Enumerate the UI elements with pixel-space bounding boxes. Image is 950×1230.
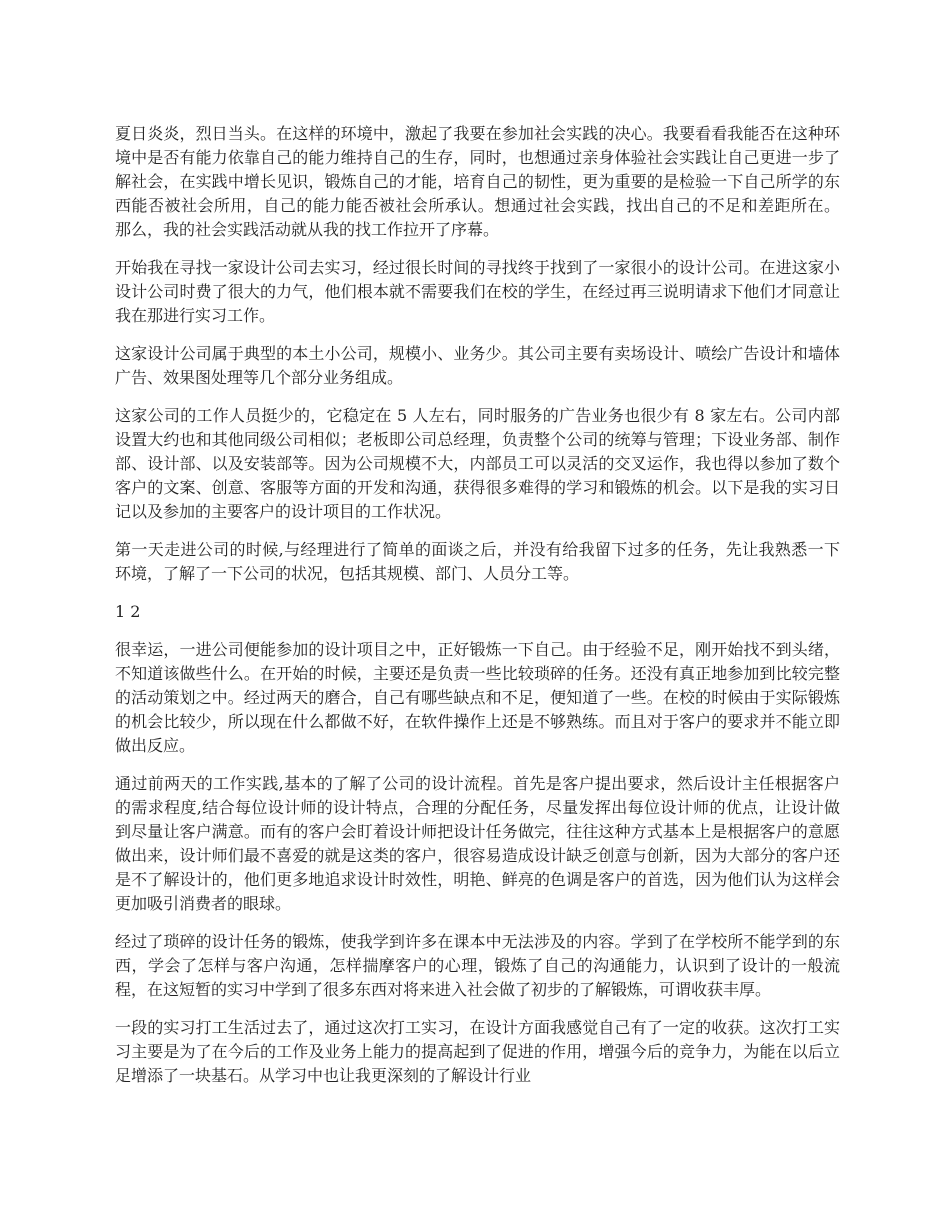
- paragraph-9: 经过了琐碎的设计任务的锻炼，使我学到许多在课本中无法涉及的内容。学到了在学校所不能学到的东西，学会了怎样与客户沟通，怎样揣摩客户的心理，锻炼了自己的沟通能力，认识到了设计的一般流程，在这短暂的实习中学到了很多东西对将来进入社会做了初步的了解锻炼，可谓收获丰厚。: [115, 932, 840, 999]
- paragraph-1: 夏日炎炎，烈日当头。在这样的环境中，激起了我要在参加社会实践的决心。我要看看我能否在这种环境中是否有能力依靠自己的能力维持自己的生存，同时，也想通过亲身体验社会实践让自己更进一步了解社会，在实践中增长见识，锻炼自己的才能，培育自己的韧性，更为重要的是检验一下自己所学的东西能否被社会所用，自己的能力能否被社会所承认。想通过社会实践，找出自己的不足和差距所在。 那么，我的社会实践活动就从我的找工作拉开了序幕。: [115, 124, 840, 239]
- paragraph-4: 这家公司的工作人员挺少的，它稳定在 5 人左右，同时服务的广告业务也很少有 8 家左右。公司内部设置大约也和其他同级公司相似；老板即公司总经理，负责整个公司的统筹与管理；下设业务部、制作部、设计部、以及安装部等。因为公司规模不大，内部员工可以灵活的交叉运作，我也得以参加了数个客户的文案、创意、客服等方面的开发和沟通，获得很多难得的学习和锻炼的机会。以下是我的实习日记以及参加的主要客户的设计项目的工作状况。: [115, 406, 840, 521]
- paragraph-2: 开始我在寻找一家设计公司去实习，经过很长时间的寻找终于找到了一家很小的设计公司。在进这家小设计公司时费了很大的力气，他们根本就不需要我们在校的学生，在经过再三说明请求下他们才同意让我在那进行实习工作。: [115, 258, 840, 325]
- document-body: [115, 122, 840, 1102]
- paragraph-3: 这家设计公司属于典型的本土小公司，规模小、业务少。其公司主要有卖场设计、喷绘广告设计和墙体广告、效果图处理等几个部分业务组成。: [115, 344, 840, 387]
- paragraph-5: 第一天走进公司的时候,与经理进行了简单的面谈之后，并没有给我留下过多的任务，先让我熟悉一下环境，了解了一下公司的状况，包括其规模、部门、人员分工等。: [115, 540, 840, 583]
- paragraph-8: 通过前两天的工作实践,基本的了解了公司的设计流程。首先是客户提出要求，然后设计主任根据客户的需求程度,结合每位设计师的设计特点，合理的分配任务，尽量发挥出每位设计师的优点，让设计做到尽量让客户满意。而有的客户会盯着设计师把设计任务做完，往往这种方式基本上是根据客户的意愿做出来，设计师们最不喜爱的就是这类的客户，很容易造成设计缺乏创意与创新，因为大部分的客户还是不了解设计的，他们更多地追求设计时效性，明艳、鲜亮的色调是客户的首选，因为他们认为这样会更加吸引消费者的眼球。: [115, 774, 840, 913]
- paragraph-10: 一段的实习打工生活过去了，通过这次打工实习，在设计方面我感觉自己有了一定的收获。这次打工实习主要是为了在今后的工作及业务上能力的提高起到了促进的作用，增强今后的竞争力，为能在以后立足增添了一块基石。从学习中也让我更深刻的了解设计行业: [115, 1018, 840, 1085]
- paragraph-6: 1 2: [115, 602, 141, 621]
- paragraph-7: 很幸运，一进公司便能参加的设计项目之中，正好锻炼一下自己。由于经验不足，刚开始找不到头绪，不知道该做些什么。在开始的时候，主要还是负责一些比较琐碎的任务。还没有真正地参加到比较完整的活动策划之中。经过两天的磨合，自己有哪些缺点和不足，便知道了一些。在校的时候由于实际锻炼的机会比较少，所以现在什么都做不好，在软件操作上还是不够熟练。而且对于客户的要求并不能立即做出反应。: [115, 640, 840, 755]
